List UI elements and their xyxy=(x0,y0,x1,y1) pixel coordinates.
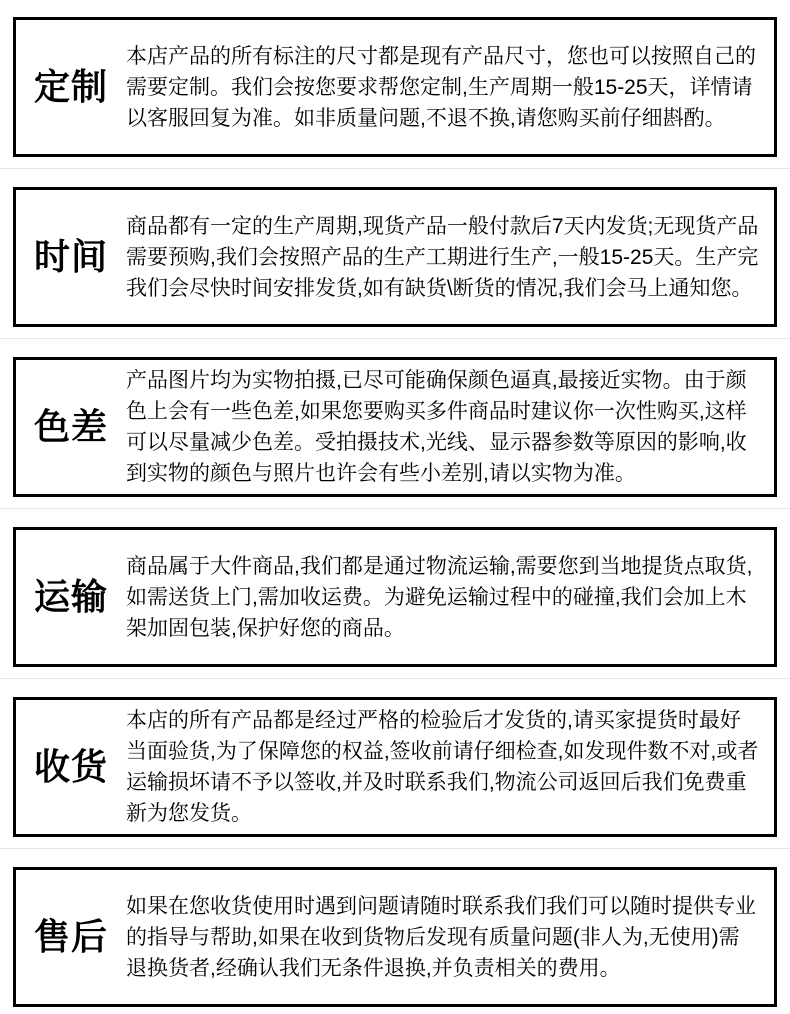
section-shipping-label: 运输 xyxy=(33,576,108,617)
section-customization-text: 本店产品的所有标注的尺寸都是现有产品尺寸，您也可以按照自己的需要定制。我们会按您要求帮您定制,生产周期一般15-25天，详情请以客服回复为准。如非质量问题,不退不换,请您购买前仔细斟酌。 xyxy=(126,44,756,130)
section-color-difference xyxy=(13,357,777,497)
section-receiving-text: 本店的所有产品都是经过严格的检验后才发货的,请买家提货时最好当面验货,为了保障您的权益,签收前请仔细检查,如发现件数不对,或者运输损坏请不予以签收,并及时联系我们,物流公司返回后我们免费重新为您发货。 xyxy=(126,709,759,825)
section-divider xyxy=(0,168,790,169)
section-after-sales xyxy=(13,867,777,1007)
section-receiving xyxy=(13,697,777,837)
section-divider xyxy=(0,848,790,849)
section-production-time xyxy=(13,187,777,327)
section-after-sales-text: 如果在您收货使用时遇到问题请随时联系我们我们可以随时提供专业的指导与帮助,如果在收到货物后发现有质量问题(非人为,无使用)需退换货者,经确认我们无条件退换,并负责相关的费用。 xyxy=(126,894,756,980)
section-shipping xyxy=(13,527,777,667)
section-divider xyxy=(0,508,790,509)
section-production-time-label: 时间 xyxy=(33,236,108,277)
section-color-difference-text: 产品图片均为实物拍摄,已尽可能确保颜色逼真,最接近实物。由于颜色上会有一些色差,如果您要购买多件商品时建议你一次性购买,这样可以尽量减少色差。受拍摄技术,光线、显示器参数等原因的影响,收到实物的颜色与照片也许会有些小差别,请以实物为准。 xyxy=(126,369,747,485)
section-divider xyxy=(0,678,790,679)
section-receiving-label: 收货 xyxy=(33,746,108,787)
section-divider xyxy=(0,338,790,339)
section-production-time-text: 商品都有一定的生产周期,现货产品一般付款后7天内发货;无现货产品需要预购,我们会按照产品的生产工期进行生产,一般15-25天。生产完我们会尽快时间安排发货,如有缺货\断货的情况,我们会马上通知您。 xyxy=(126,214,759,300)
section-color-difference-label: 色差 xyxy=(33,406,108,447)
section-customization-label: 定制 xyxy=(33,66,108,107)
section-shipping-text: 商品属于大件商品,我们都是通过物流运输,需要您到当地提货点取货,如需送货上门,需加收运费。为避免运输过程中的碰撞,我们会加上木架加固包装,保护好您的商品。 xyxy=(126,554,753,640)
section-after-sales-label: 售后 xyxy=(33,916,108,957)
section-customization xyxy=(13,17,777,157)
